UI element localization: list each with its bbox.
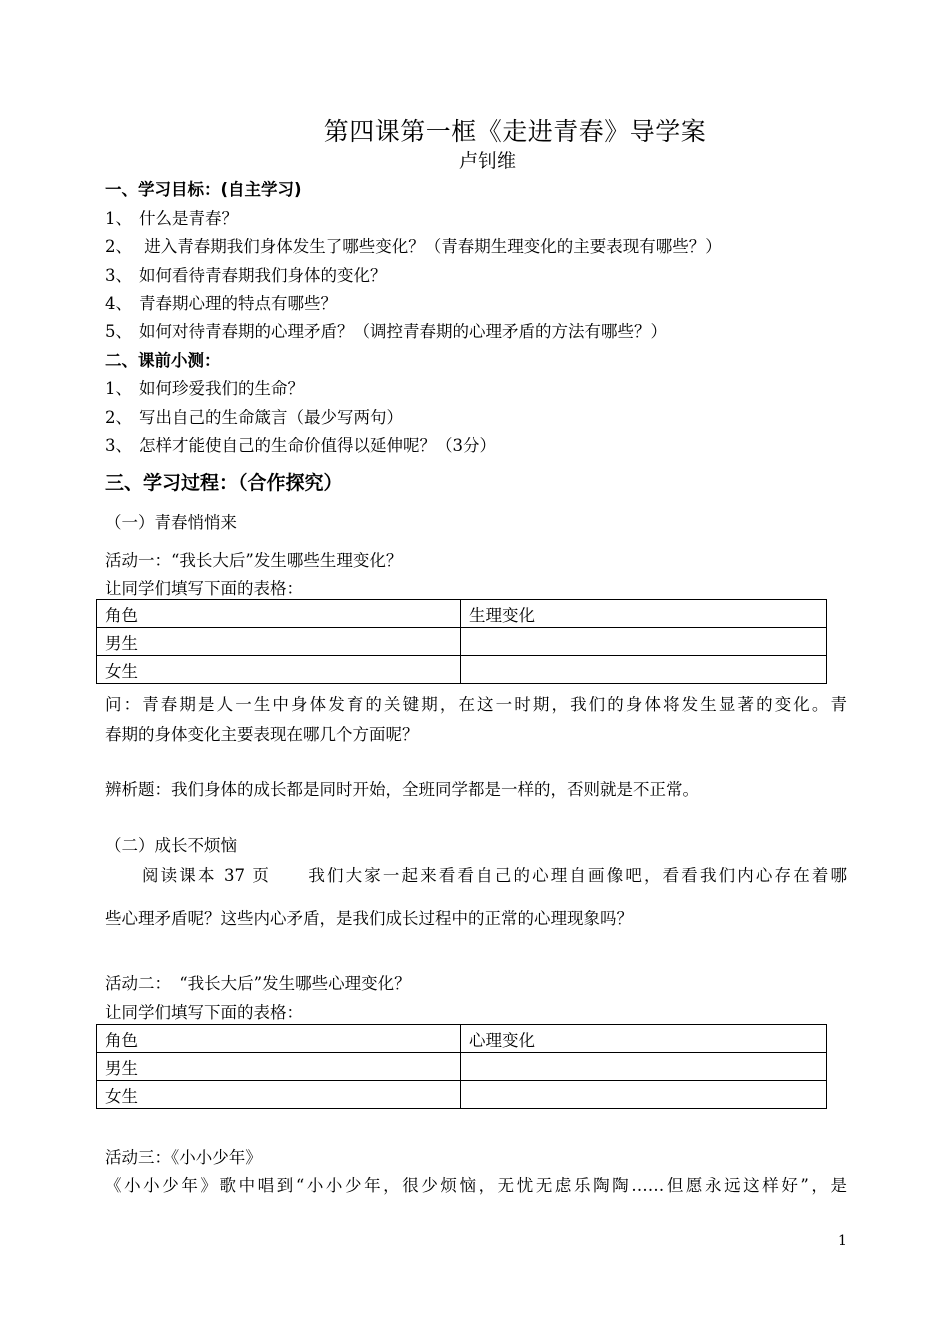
quiz-item: 2、 写出自己的生命箴言（最少写两句） [105,408,403,427]
reading-line: 些心理矛盾呢？这些内心矛盾，是我们成长过程中的正常的心理现象吗？ [105,909,633,928]
objective-item: 2、 进入青春期我们身体发生了哪些变化？（青春期生理变化的主要表现有哪些？） [105,237,722,256]
part1-title: （一）青春悄悄来 [105,513,237,532]
psychological-changes-table [96,1024,827,1109]
table-header-cell: 角色 [97,600,461,628]
part2-title: （二）成长不烦恼 [105,836,237,855]
activity1-text: 活动一：“我长大后”发生哪些生理变化？ [105,551,403,570]
table-cell[interactable] [461,656,827,684]
objective-item: 5、 如何对待青春期的心理矛盾？（调控青春期的心理矛盾的方法有哪些？） [105,322,667,341]
activity3-text: 活动三：《小小少年》 [105,1148,262,1167]
reading-line: 阅读课本 37 页 我们大家一起来看看自己的心理自画像吧，看看我们内心存在着哪 [142,866,847,885]
table-header-cell: 角色 [97,1025,461,1053]
table-cell[interactable] [461,1053,827,1081]
quiz-item: 3、 怎样才能使自己的生命价值得以延伸呢？（3分） [105,436,496,455]
table-cell[interactable] [461,1081,827,1109]
table-row [97,1081,827,1109]
table-cell: 女生 [97,656,461,684]
objective-item: 4、 青春期心理的特点有哪些？ [105,294,337,313]
table-cell: 男生 [97,628,461,656]
objective-item: 3、 如何看待青春期我们身体的变化？ [105,266,387,285]
table-cell[interactable] [461,628,827,656]
table-row [97,628,827,656]
table-header-row [97,1025,827,1053]
table-row [97,656,827,684]
page-number: 1 [838,1233,847,1249]
table2-prompt: 让同学们填写下面的表格： [105,1003,303,1022]
table-header-cell: 心理变化 [461,1025,827,1053]
document-title: 第四课第一框《走进青春》导学案 [323,117,707,146]
section2-heading: 二、课前小测： [105,351,221,370]
table-cell: 男生 [97,1053,461,1081]
table-header-row [97,600,827,628]
song-line: 《小小少年》歌中唱到“小小少年，很少烦恼，无忧无虑乐陶陶……但愿永远这样好”，是 [105,1176,847,1195]
objective-item: 1、 什么是青春？ [105,209,238,228]
table-cell: 女生 [97,1081,461,1109]
question-line: 问：青春期是人一生中身体发育的关键期，在这一时期，我们的身体将发生显著的变化。青 [105,695,847,714]
activity2-text: 活动二： “我长大后”发生哪些心理变化？ [105,974,411,993]
table-row [97,1053,827,1081]
question-line: 春期的身体变化主要表现在哪几个方面呢？ [105,725,419,744]
table-header-cell: 生理变化 [461,600,827,628]
analysis-question: 辨析题：我们身体的成长都是同时开始，全班同学都是一样的，否则就是不正常。 [105,780,699,799]
section3-heading: 三、学习过程：（合作探究） [105,472,343,494]
physical-changes-table [96,599,827,684]
author-name: 卢钊维 [458,150,516,172]
section1-heading: 一、学习目标：(自主学习) [105,180,302,199]
table1-prompt: 让同学们填写下面的表格： [105,579,303,598]
quiz-item: 1、 如何珍爱我们的生命？ [105,379,304,398]
